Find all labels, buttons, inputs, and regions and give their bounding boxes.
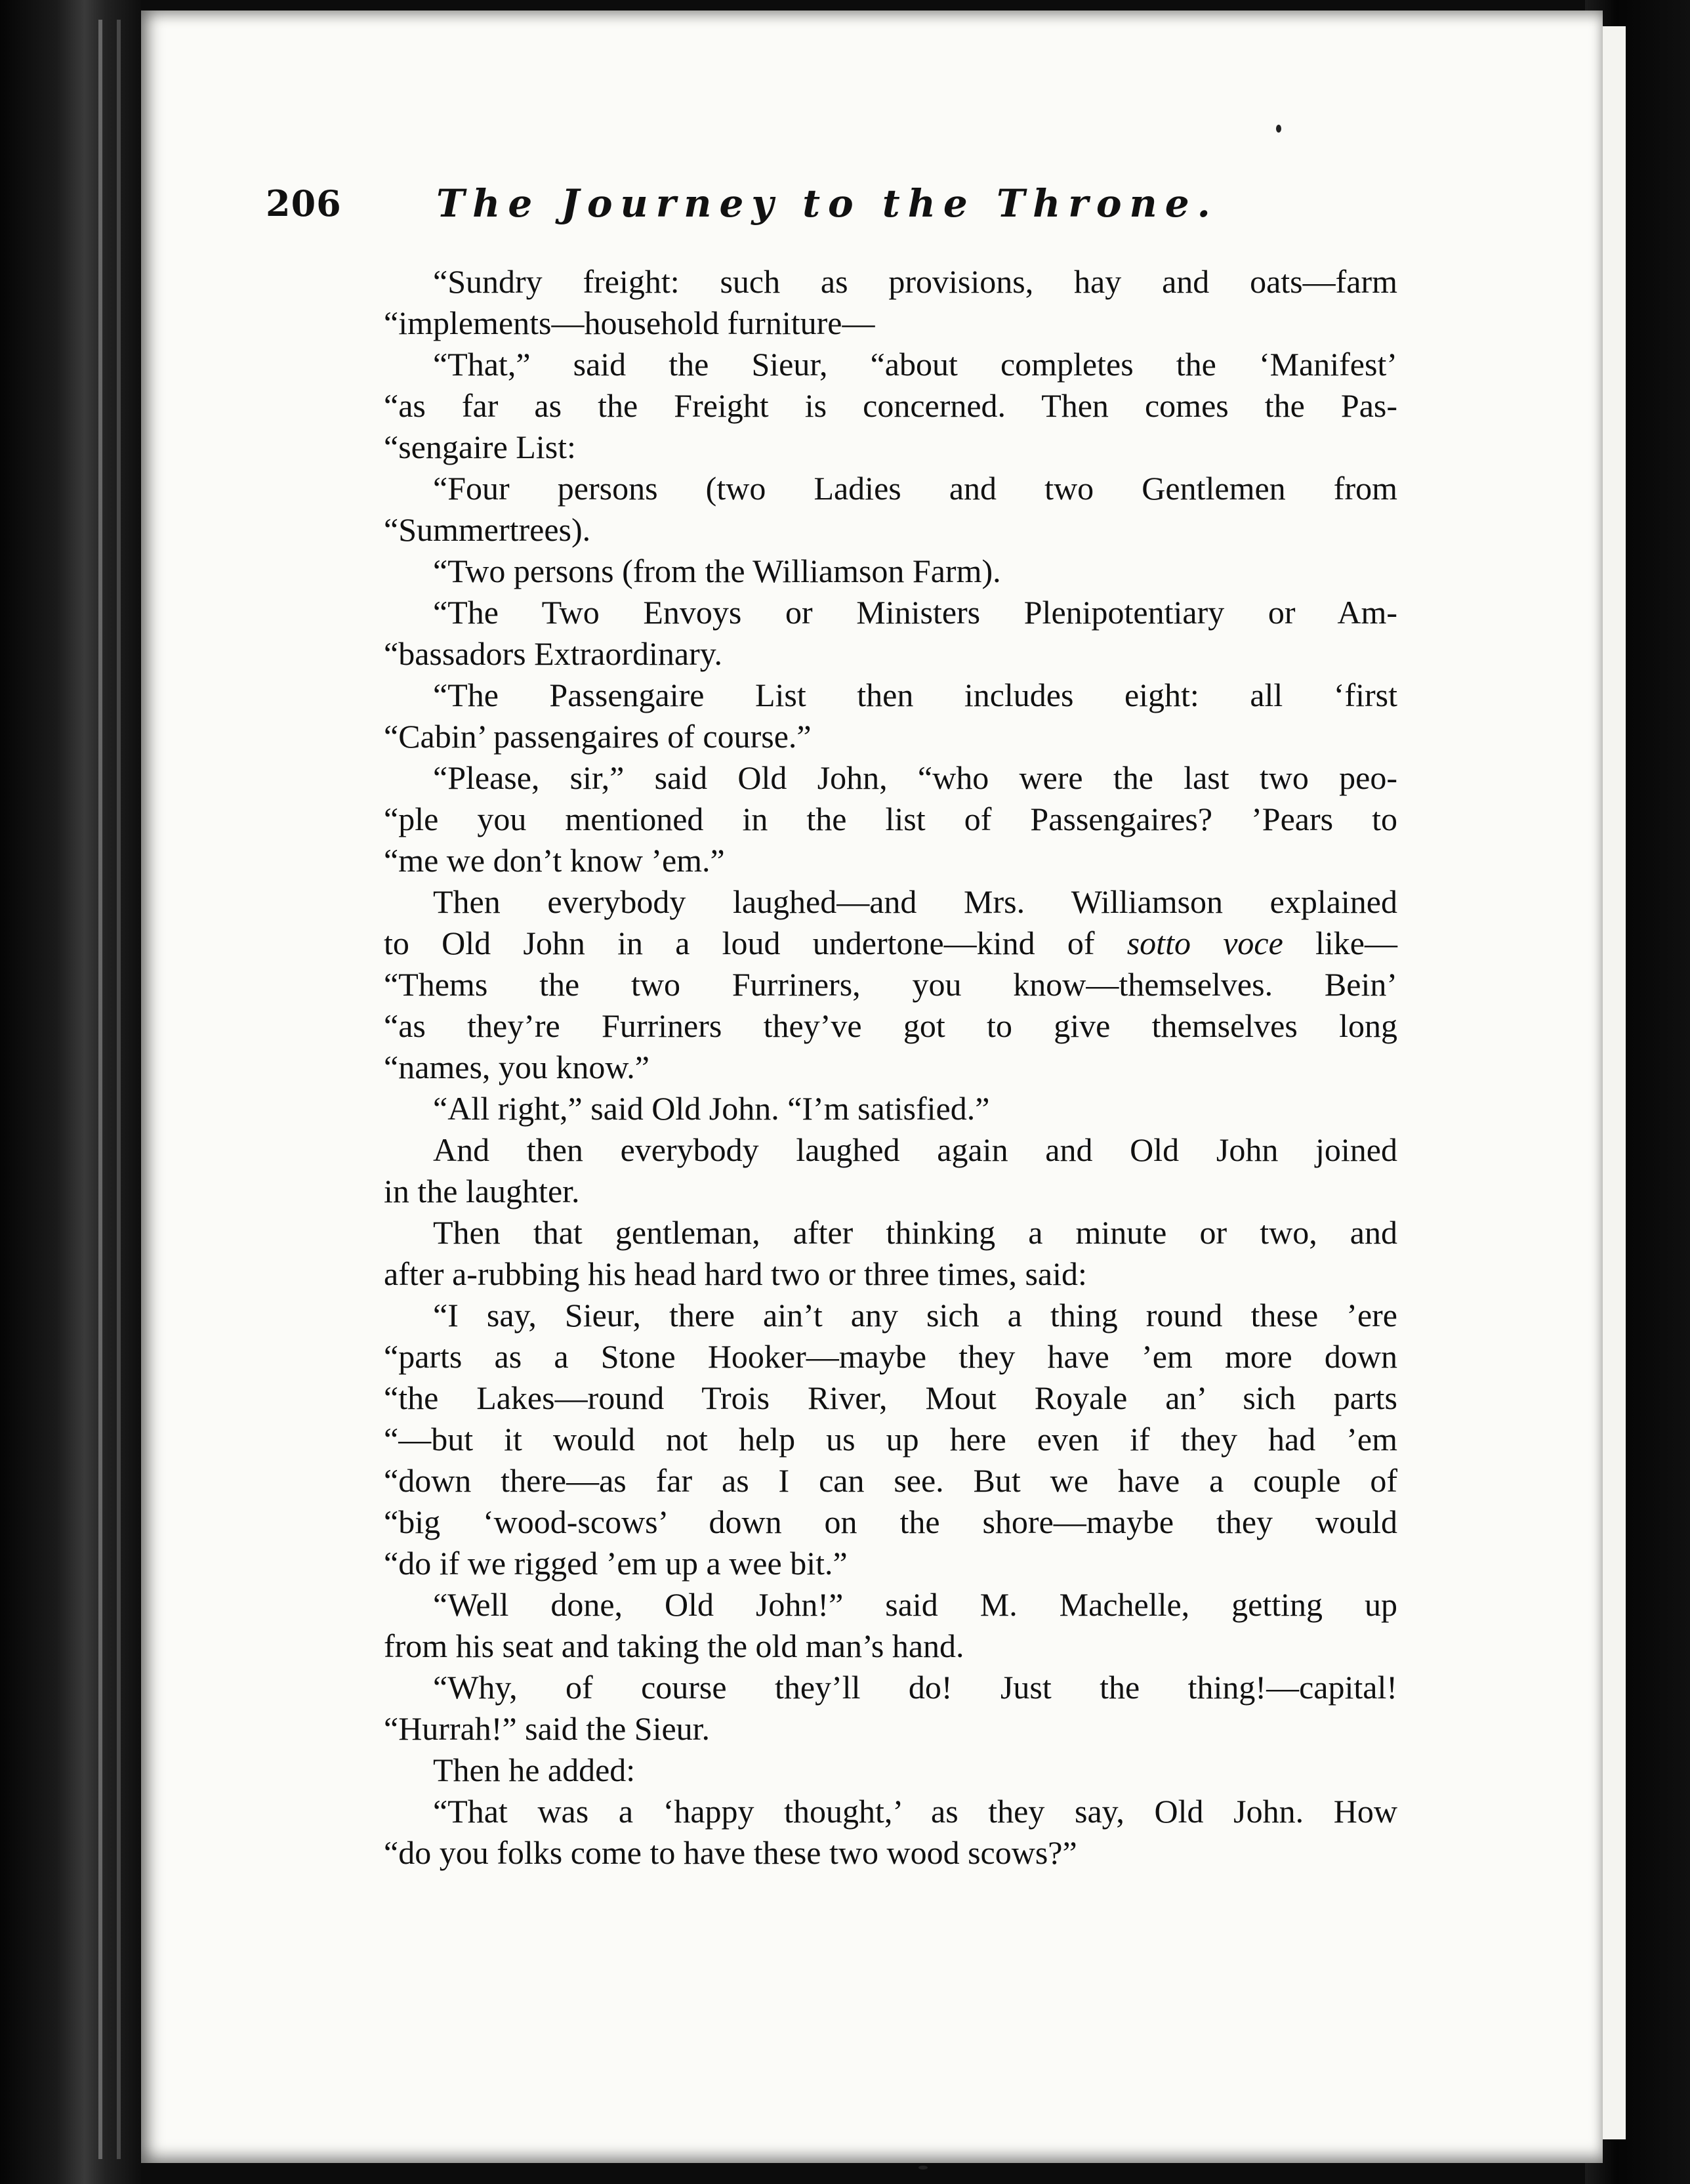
text-line: [384, 1295, 1397, 1336]
text-line-content: “Two persons (from the Williamson Farm).: [433, 553, 1001, 589]
text-line-content: “All right,” said Old John. “I’m satisfied.”: [433, 1090, 990, 1127]
text-line-content: in the laughter.: [384, 1173, 580, 1209]
text-line-content: to Old John in a loud undertone—kind of: [384, 925, 1127, 961]
text-line-content: “Summertrees).: [384, 511, 591, 548]
page-edge-line: [98, 20, 102, 2159]
text-line: [384, 716, 1397, 757]
text-line-content: “sengaire List:: [384, 429, 576, 465]
text-line: [384, 1005, 1397, 1047]
text-line-content: “down there—as far as I can see. But we have a couple of: [384, 1462, 1397, 1499]
text-line: [384, 675, 1397, 716]
text-line: [384, 1667, 1397, 1708]
text-line-content: “do you folks come to have these two wood scows?”: [384, 1834, 1077, 1871]
text-line: [384, 1791, 1397, 1832]
text-line: [384, 1750, 1397, 1791]
text-line: [384, 509, 1397, 551]
text-line: [384, 840, 1397, 881]
text-line-content: from his seat and taking the old man’s hand.: [384, 1628, 964, 1664]
text-line: [384, 1336, 1397, 1377]
running-head: [266, 178, 1289, 239]
text-line: [384, 799, 1397, 840]
text-line: [384, 1832, 1397, 1874]
text-line: [384, 592, 1397, 633]
text-line: [384, 1419, 1397, 1460]
scan-speck: [1276, 125, 1281, 133]
text-line-content: “—but it would not help us up here even if they had ’em: [384, 1421, 1397, 1458]
text-line-content: “Cabin’ passengaires of course.”: [384, 718, 812, 755]
text-line-content: “Well done, Old John!” said M. Machelle, getting up: [433, 1586, 1397, 1623]
text-line-content: “as they’re Furriners they’ve got to give themselves long: [384, 1007, 1397, 1044]
page-edge-line: [117, 20, 121, 2159]
text-line-content: “implements—household furniture—: [384, 304, 875, 341]
text-line-content: “ple you mentioned in the list of Passengaires? ’Pears to: [384, 801, 1397, 837]
text-line: [384, 633, 1397, 675]
next-page-strip: [1602, 26, 1626, 2139]
text-line-content: Then that gentleman, after thinking a minute or two, and: [433, 1214, 1397, 1251]
text-line: [384, 261, 1397, 303]
text-line: [384, 344, 1397, 385]
text-line-content: “Thems the two Furriners, you know—themselves. Bein’: [384, 966, 1397, 1003]
scan-speck: [918, 2166, 928, 2170]
text-line-content: “names, you know.”: [384, 1049, 649, 1085]
text-line-content: “Hurrah!” said the Sieur.: [384, 1710, 711, 1747]
text-line: [384, 757, 1397, 799]
text-line: [384, 385, 1397, 427]
text-line-content: “The Two Envoys or Ministers Plenipotentiary or Am-: [433, 594, 1397, 631]
text-line: [384, 1377, 1397, 1419]
body-text: [384, 261, 1397, 1874]
text-line: [384, 964, 1397, 1005]
page-number: 206: [266, 182, 342, 224]
text-line: [384, 1212, 1397, 1253]
text-line-content: Then everybody laughed—and Mrs. Williamson explained: [433, 883, 1397, 920]
text-line: [384, 1088, 1397, 1129]
text-line: [384, 1129, 1397, 1171]
text-line-content: “parts as a Stone Hooker—maybe they have ’em more down: [384, 1338, 1397, 1375]
text-line-content: And then everybody laughed again and Old John joined: [433, 1131, 1397, 1168]
text-line: [384, 1584, 1397, 1626]
text-line: [384, 1460, 1397, 1502]
text-line: [384, 427, 1397, 468]
text-line-content: “the Lakes—round Trois River, Mout Royale an’ sich parts: [384, 1379, 1397, 1416]
text-line: [384, 923, 1397, 964]
text-line: [384, 1502, 1397, 1543]
text-line: [384, 1047, 1397, 1088]
text-line: [384, 551, 1397, 592]
text-line-content: Then he added:: [433, 1752, 636, 1788]
text-line: [384, 303, 1397, 344]
text-line: [384, 1543, 1397, 1584]
text-line-content: “That,” said the Sieur, “about completes the ‘Manifest’: [433, 346, 1397, 383]
text-line-content: “big ‘wood-scows’ down on the shore—maybe they would: [384, 1503, 1397, 1540]
text-line-content: after a-rubbing his head hard two or three times, said:: [384, 1255, 1087, 1292]
running-title: The Journey to the Throne.: [436, 181, 1218, 226]
text-line-content: “do if we rigged ’em up a wee bit.”: [384, 1545, 848, 1582]
italic-phrase: sotto voce: [1126, 925, 1283, 961]
text-line: [384, 1708, 1397, 1750]
text-line-content: “Four persons (two Ladies and two Gentlemen from: [433, 470, 1397, 507]
text-line-content: “Why, of course they’ll do! Just the thing!—capital!: [433, 1669, 1397, 1706]
text-line-content: “bassadors Extraordinary.: [384, 635, 723, 672]
text-line-content: “I say, Sieur, there ain’t any sich a thing round these ’ere: [433, 1297, 1397, 1334]
text-line-content: “That was a ‘happy thought,’ as they say, Old John. How: [433, 1793, 1397, 1830]
text-line: [384, 881, 1397, 923]
text-line-content: “as far as the Freight is concerned. Then comes the Pas-: [384, 387, 1397, 424]
text-line: [384, 1626, 1397, 1667]
text-line: [384, 1171, 1397, 1212]
text-line-content: “The Passengaire List then includes eight: all ‘first: [433, 677, 1397, 713]
text-line-content: “Please, sir,” said Old John, “who were the last two peo-: [433, 759, 1397, 796]
text-line-tail: like—: [1283, 925, 1397, 961]
text-line-content: “Sundry freight: such as provisions, hay and oats—farm: [433, 263, 1397, 300]
text-line-content: “me we don’t know ’em.”: [384, 842, 725, 879]
text-line: [384, 468, 1397, 509]
text-line: [384, 1253, 1397, 1295]
